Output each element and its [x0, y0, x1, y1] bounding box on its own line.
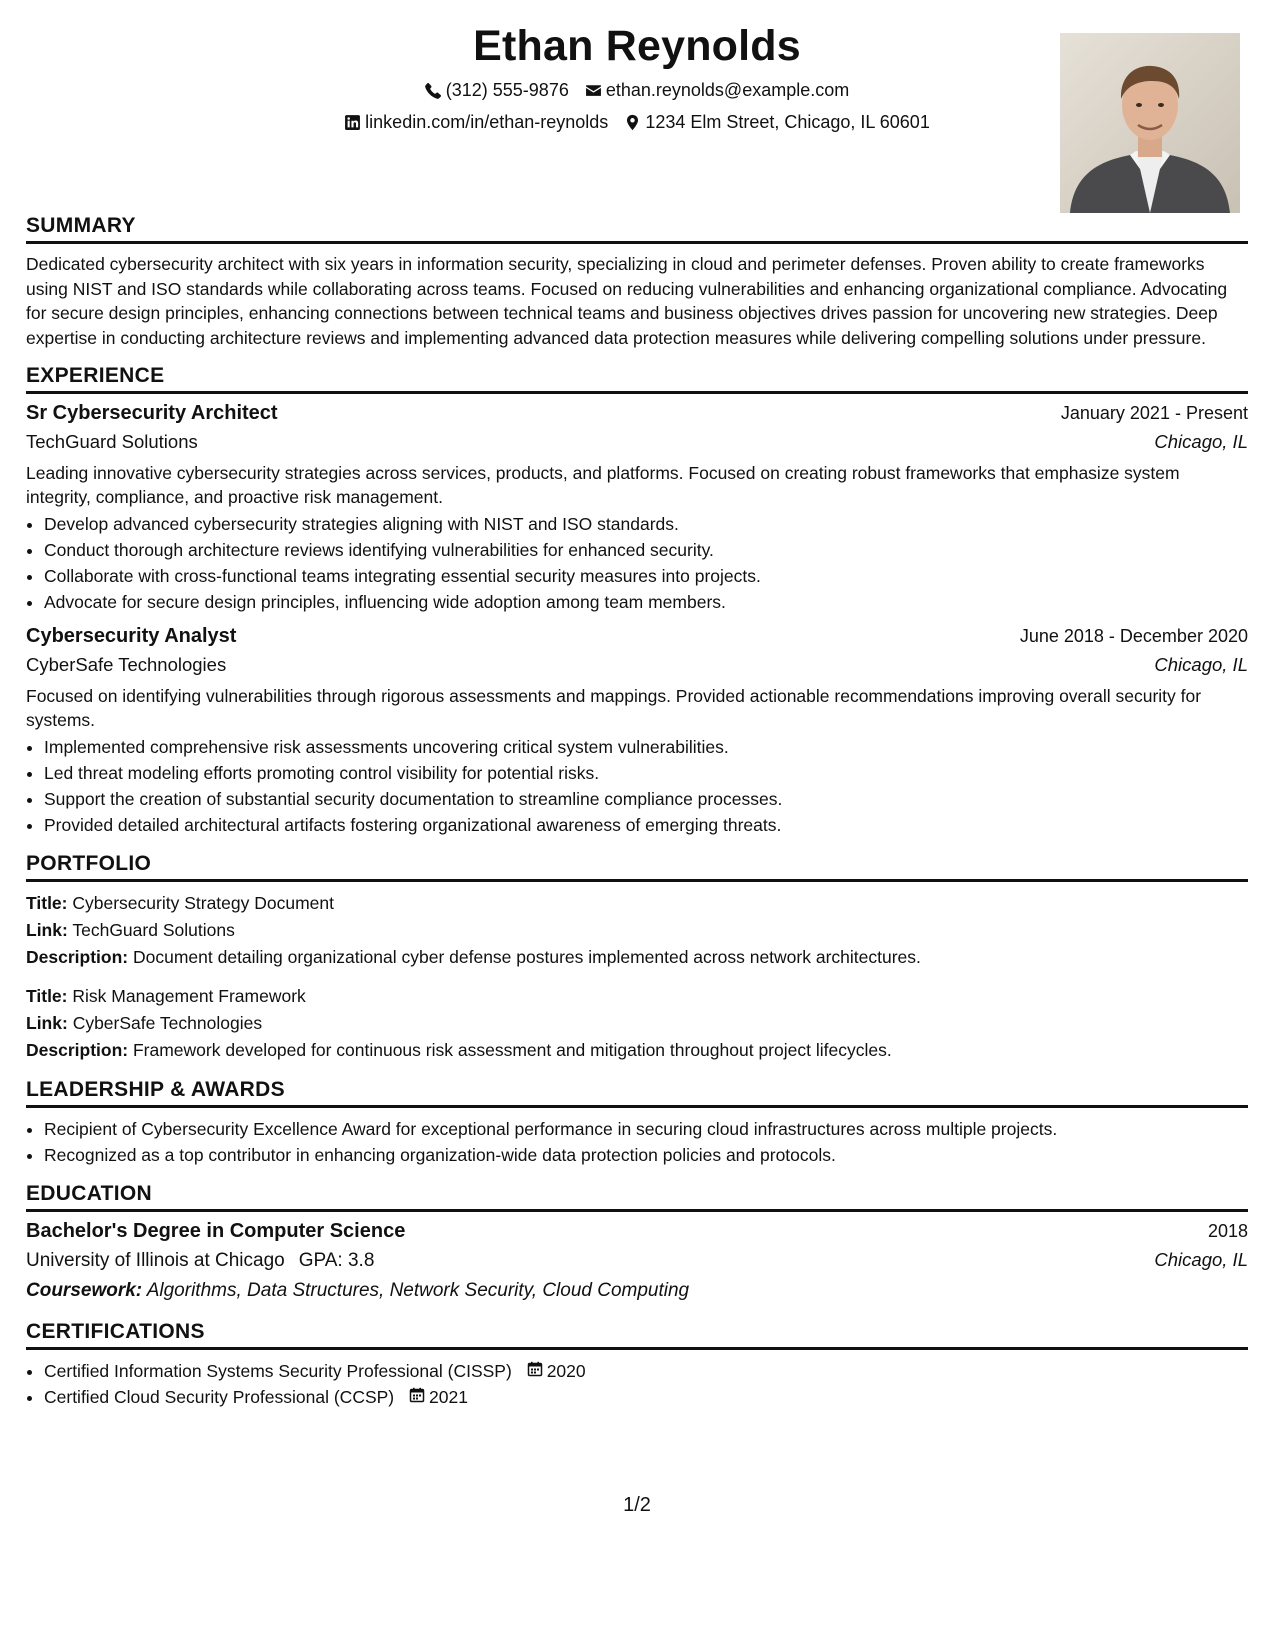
linkedin-contact[interactable] [344, 112, 608, 133]
address-text: 1234 Elm Street, Chicago, IL 60601 [645, 112, 930, 132]
experience-section [26, 364, 1248, 838]
calendar-icon [409, 1384, 425, 1410]
job-company: CyberSafe Technologies [26, 654, 227, 675]
job-dates: January 2021 - Present [1060, 403, 1248, 423]
email-text: ethan.reynolds@example.com [605, 80, 850, 100]
portfolio-item [26, 890, 1248, 971]
certification-item [44, 1358, 1248, 1384]
portfolio-description: Framework developed for continuous risk assessment and mitigation throughout project lifecycles. [132, 1040, 892, 1060]
school-location: Chicago, IL [1154, 1249, 1248, 1270]
job-bullet: • Led threat modeling efforts promoting control visibility for potential risks. [44, 760, 1248, 786]
job-bullet: • Provided detailed architectural artifacts fostering organizational awareness of emerging threats. [44, 812, 1248, 838]
certification-item [44, 1384, 1248, 1410]
job-description: Focused on identifying vulnerabilities through rigorous assessments and mappings. Provided actionable recommendations improving overall security for systems. [26, 686, 1202, 730]
job-bullets [26, 511, 1248, 615]
experience-heading: EXPERIENCE [26, 364, 1248, 394]
summary-text: Dedicated cybersecurity architect with six years in information security, specializing in cloud and perimeter defenses. Proven ability to create frameworks using NIST and ISO standards while collaborating across teams. Focused on reducing vulnerabilities and enhancing organizational compliance. Advocating for secure design principles, enhancing connections between technical teams and business objectives drives passion for uncovering new strategies. Deep expertise in conducting architecture reviews and implementing advanced data protection measures while delivering compelling solutions under pressure. [26, 254, 1228, 348]
job-bullet: • Advocate for secure design principles, influencing wide adoption among team members. [44, 589, 1248, 615]
linkedin-icon [344, 114, 361, 131]
certifications-heading: CERTIFICATIONS [26, 1320, 1248, 1350]
portfolio-description-label: Description: [26, 947, 129, 967]
map-pin-icon [624, 114, 641, 131]
profile-photo [1060, 33, 1240, 213]
coursework-label: Coursework: [26, 1280, 143, 1301]
email-contact[interactable] [585, 80, 849, 101]
portfolio-section [26, 852, 1248, 1064]
graduation-year: 2018 [1207, 1221, 1248, 1241]
summary-heading: SUMMARY [26, 214, 1248, 244]
degree: Bachelor's Degree in Computer Science [26, 1220, 406, 1242]
portfolio-title-label: Title: [26, 893, 68, 913]
job-title: Sr Cybersecurity Architect [26, 402, 278, 424]
portfolio-link-label: Link: [26, 920, 68, 940]
portfolio-item [26, 983, 1248, 1064]
candidate-name: Ethan Reynolds [473, 22, 801, 70]
school-name: University of Illinois at Chicago [26, 1250, 285, 1271]
portfolio-description: Document detailing organizational cyber defense postures implemented across network architectures. [132, 947, 921, 967]
address-contact [624, 112, 930, 133]
page-number: 1/2 [623, 1494, 651, 1516]
job-bullet: • Implemented comprehensive risk assessments uncovering critical system vulnerabilities. [44, 734, 1248, 760]
gpa: GPA: 3.8 [298, 1250, 375, 1271]
awards-section [26, 1078, 1248, 1168]
job-dates: June 2018 - December 2020 [1019, 626, 1248, 646]
portfolio-title: Risk Management Framework [72, 986, 306, 1006]
job-company: TechGuard Solutions [26, 431, 198, 452]
phone-icon [425, 82, 442, 99]
envelope-icon [585, 82, 602, 99]
certifications-list [26, 1358, 1248, 1410]
job-location: Chicago, IL [1154, 431, 1248, 452]
job-location: Chicago, IL [1154, 654, 1248, 675]
portfolio-link[interactable]: TechGuard Solutions [72, 920, 235, 940]
job-bullet: • Conduct thorough architecture reviews identifying vulnerabilities for enhanced security. [44, 537, 1248, 563]
portfolio-description-label: Description: [26, 1040, 129, 1060]
certification-year: 2020 [546, 1361, 586, 1381]
award-item: • Recipient of Cybersecurity Excellence Award for exceptional performance in securing cloud infrastructures across multiple projects. [44, 1116, 1248, 1142]
portfolio-heading: PORTFOLIO [26, 852, 1248, 882]
education-section [26, 1182, 1248, 1302]
certification-name: Certified Information Systems Security Professional (CISSP) [44, 1361, 512, 1381]
phone-text: (312) 555-9876 [445, 80, 569, 100]
portfolio-title-label: Title: [26, 986, 68, 1006]
resume-header [26, 0, 1248, 212]
job-entry [26, 402, 1248, 615]
education-heading: EDUCATION [26, 1182, 1248, 1212]
job-bullet: • Develop advanced cybersecurity strategies aligning with NIST and ISO standards. [44, 511, 1248, 537]
job-entry [26, 625, 1248, 838]
certification-year: 2021 [429, 1387, 468, 1407]
summary-section [26, 214, 1248, 350]
awards-heading: LEADERSHIP & AWARDS [26, 1078, 1248, 1108]
job-description: Leading innovative cybersecurity strategies across services, products, and platforms. Focused on creating robust frameworks that emphasize system integrity, compliance, and proactive risk management. [26, 463, 1180, 507]
coursework-list: Algorithms, Data Structures, Network Security, Cloud Computing [146, 1280, 690, 1301]
portfolio-title: Cybersecurity Strategy Document [72, 893, 335, 913]
linkedin-text: linkedin.com/in/ethan-reynolds [365, 112, 609, 132]
certifications-section [26, 1320, 1248, 1410]
portfolio-link-label: Link: [26, 1013, 68, 1033]
certification-name: Certified Cloud Security Professional (CCSP) [44, 1387, 395, 1407]
portfolio-link[interactable]: CyberSafe Technologies [72, 1013, 263, 1033]
job-bullet: • Support the creation of substantial security documentation to streamline compliance processes. [44, 786, 1248, 812]
award-item: • Recognized as a top contributor in enhancing organization-wide data protection policies and protocols. [44, 1142, 1248, 1168]
phone-contact [425, 80, 569, 101]
awards-list [26, 1116, 1248, 1168]
calendar-icon [527, 1358, 543, 1384]
resume-page [26, 0, 1248, 1650]
job-title: Cybersecurity Analyst [26, 625, 237, 647]
job-bullets [26, 734, 1248, 838]
job-bullet: • Collaborate with cross-functional teams integrating essential security measures into projects. [44, 563, 1248, 589]
coursework [26, 1280, 1248, 1302]
